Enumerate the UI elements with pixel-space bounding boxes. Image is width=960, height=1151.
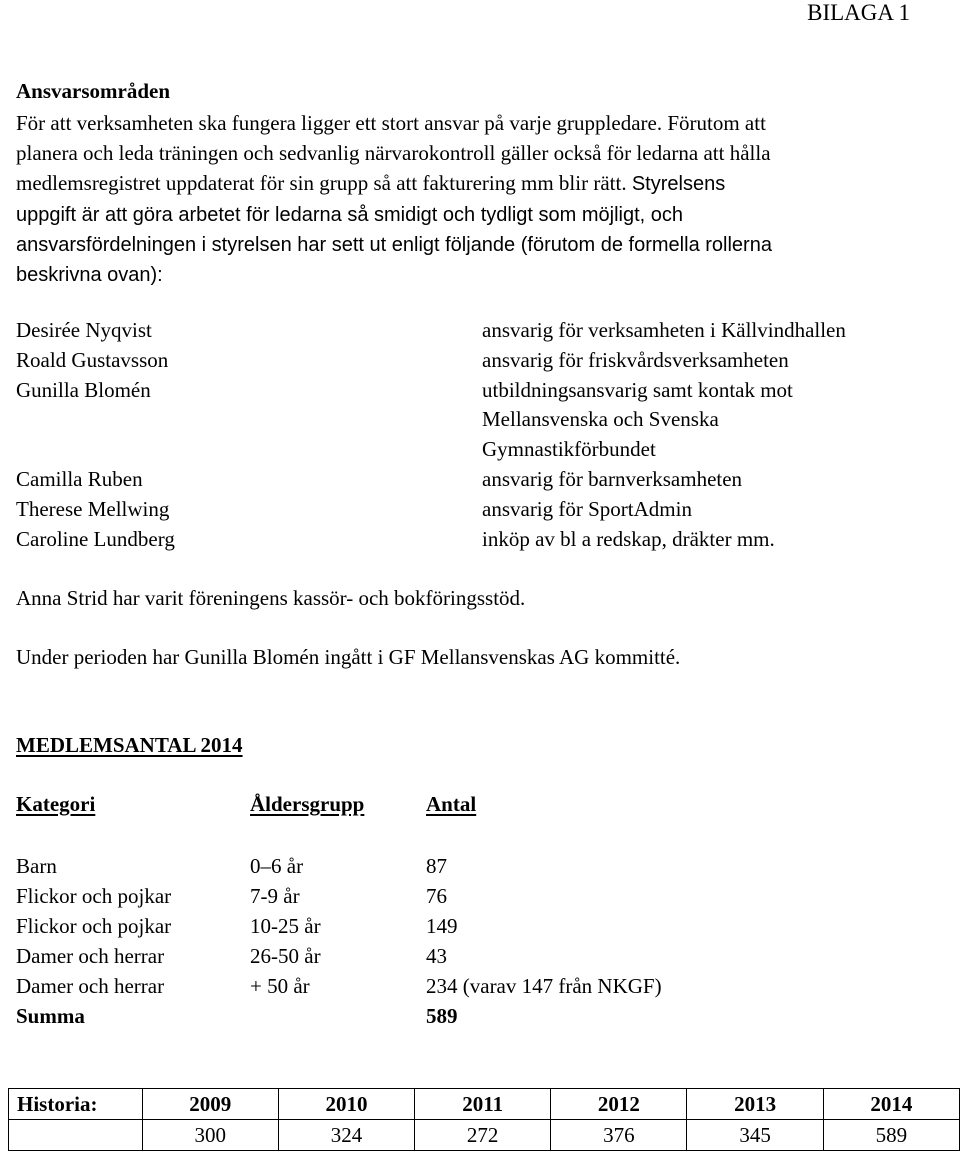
paragraph-line-part: medlemsregistret uppdaterat för sin grupp så att fakturering mm blir rätt. (16, 171, 627, 196)
board-name: Gunilla Blomén (16, 377, 151, 402)
spacer (16, 435, 175, 465)
table-cell: 26-50 år (250, 944, 321, 968)
column-header-kategori: Kategori (16, 792, 96, 816)
paragraph-line-part: Styrelsens (631, 173, 726, 196)
members-title: MEDLEMSANTAL 2014 (16, 733, 243, 757)
board-role: Gymnastikförbundet (482, 437, 656, 462)
paragraph-line: För att verksamheten ska fungera ligger ett stort ansvar på varje gruppledare. Förutom att (16, 111, 766, 135)
history-empty-cell (9, 1120, 143, 1151)
members-antal-col (426, 851, 662, 1031)
appendix-label: BILAGA 1 (807, 0, 910, 25)
board-name: Caroline Lundberg (16, 526, 175, 551)
spacer (16, 405, 175, 435)
table-cell: 43 (426, 944, 447, 968)
history-value: 300 (142, 1120, 278, 1151)
note-kommitte: Under perioden har Gunilla Blomén ingått i GF Mellansvenskas AG kommitté. (16, 645, 681, 669)
paragraph-line (16, 168, 946, 199)
history-year: 2011 (415, 1089, 551, 1120)
board-role: Mellansvenska och Svenska (482, 407, 719, 432)
table-cell: 76 (426, 884, 447, 908)
history-label: Historia: (9, 1089, 143, 1120)
table-cell: Flickor och pojkar (16, 914, 172, 938)
paragraph-line: beskrivna ovan): (16, 264, 163, 287)
table-cell: 234 (varav 147 från NKGF) (426, 974, 662, 998)
board-names (16, 316, 175, 554)
history-year: 2009 (142, 1089, 278, 1120)
table-cell: 7-9 år (250, 884, 300, 908)
summa-label: Summa (16, 1004, 85, 1028)
history-year: 2010 (278, 1089, 414, 1120)
board-name: Therese Mellwing (16, 496, 170, 521)
board-name: Desirée Nyqvist (16, 318, 152, 342)
board-role: inköp av bl a redskap, dräkter mm. (482, 526, 775, 551)
members-alder-col (250, 851, 321, 1001)
history-table (8, 1088, 960, 1151)
history-value: 345 (687, 1120, 823, 1151)
paragraph-line: ansvarsfördelningen i styrelsen har sett ut enligt följande (förutom de formella rollerna (16, 233, 772, 256)
board-role: utbildningsansvarig samt kontak mot (482, 377, 793, 402)
board-role: ansvarig för barnverksamheten (482, 466, 743, 491)
members-kategori-col (16, 851, 171, 1031)
history-year: 2012 (551, 1089, 687, 1120)
column-header-aldersgrupp: Åldersgrupp (250, 792, 365, 816)
note-kassor: Anna Strid har varit föreningens kassör- och bokföringsstöd. (16, 586, 526, 610)
board-role: ansvarig för friskvårdsverksamheten (482, 347, 789, 372)
board-name: Camilla Ruben (16, 466, 143, 491)
table-cell: Damer och herrar (16, 944, 165, 968)
table-cell: Flickor och pojkar (16, 884, 172, 908)
history-value: 376 (551, 1120, 687, 1151)
history-year: 2013 (687, 1089, 823, 1120)
history-value: 589 (823, 1120, 959, 1151)
board-role: ansvarig för verksamheten i Källvindhallen (482, 318, 846, 342)
table-cell: Damer och herrar (16, 974, 165, 998)
table-cell: 87 (426, 854, 447, 878)
table-cell: 0–6 år (250, 854, 304, 878)
paragraph-line: planera och leda träningen och sedvanlig närvarokontroll gäller också för ledarna att hålla (16, 141, 771, 166)
column-header-antal: Antal (426, 792, 477, 816)
table-cell: 149 (426, 914, 458, 938)
section-title-ansvar: Ansvarsområden (16, 79, 171, 103)
table-cell: Barn (16, 854, 57, 878)
ansvar-paragraph (16, 108, 946, 290)
board-roles (482, 316, 846, 554)
history-value-row (9, 1120, 960, 1151)
history-value: 324 (278, 1120, 414, 1151)
history-year: 2014 (823, 1089, 959, 1120)
table-cell: 10-25 år (250, 914, 321, 938)
history-value: 272 (415, 1120, 551, 1151)
summa-value: 589 (426, 1004, 458, 1028)
paragraph-line: uppgift är att göra arbetet för ledarna så smidigt och tydligt som möjligt, och (16, 203, 684, 226)
board-name: Roald Gustavsson (16, 347, 169, 372)
table-cell: + 50 år (250, 974, 310, 998)
history-header-row (9, 1089, 960, 1120)
board-role: ansvarig för SportAdmin (482, 496, 692, 521)
